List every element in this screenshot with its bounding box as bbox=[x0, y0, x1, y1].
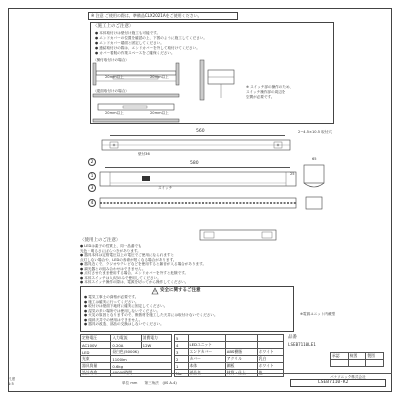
clearance-label: 20mm以上 bbox=[105, 111, 124, 115]
safety-line: ● 電気工事士の資格が必要です。 bbox=[84, 295, 139, 299]
parts-header: No. bbox=[175, 370, 189, 377]
parts-name: エンドカバー bbox=[188, 349, 225, 356]
callout-2: 2 bbox=[88, 158, 96, 166]
usage-note-line: ● 本体スイッチは入/切のみで使用してください。 bbox=[80, 275, 161, 280]
safety-line: ● 傾斜天井での使用はできません。 bbox=[84, 317, 143, 322]
parts-material: アクリル bbox=[225, 356, 257, 363]
parts-color: 乳白 bbox=[257, 356, 283, 363]
callout-1: 1 bbox=[88, 172, 96, 180]
dimension-560: 560 bbox=[196, 129, 205, 134]
spec-label: 設計寿命 bbox=[81, 370, 111, 377]
parts-name: 本体 bbox=[188, 363, 225, 370]
clearance-label: 20mm以上 bbox=[150, 75, 169, 79]
mounting-holes-note: 2−4.5×10.5 取付穴 bbox=[298, 130, 332, 134]
install-notes-heading: 〈施工上のご注意〉 bbox=[93, 24, 134, 29]
dimension-line bbox=[105, 167, 290, 168]
parts-color: ホワイト bbox=[257, 363, 283, 370]
top-view-drawing bbox=[102, 138, 292, 158]
switch-note: スイッチ操作部の周辺を bbox=[246, 90, 286, 94]
safety-heading: 安全に関するご注意 bbox=[160, 288, 201, 293]
warning-icon bbox=[152, 288, 158, 294]
section-view-drawing bbox=[300, 163, 330, 213]
spec-header: 消費電力 bbox=[141, 335, 171, 342]
parts-name: カバー bbox=[188, 356, 225, 363]
usage-note-line: ● 器具近くで、ラジオやテレビなどを使用すると雑音が入る場合があります。 bbox=[80, 262, 207, 266]
parts-no: 2 bbox=[175, 356, 189, 363]
usage-note-line: ● 調光器との組み合わせはできません。 bbox=[80, 266, 146, 271]
parts-header: 色 bbox=[257, 370, 283, 377]
dimension-580: 580 bbox=[190, 161, 199, 166]
dimension-line bbox=[110, 135, 285, 136]
product-code: LSEB7110LE1 bbox=[288, 342, 316, 347]
spec-label: 器具質量 bbox=[81, 363, 111, 370]
drawing-number: LSEB7110-K2 bbox=[318, 380, 349, 385]
usage-note-line: ● 点灯させたまま使用する場合、エンドカバーを外すと危険です。 bbox=[80, 271, 189, 275]
product-name-label: 品番 bbox=[288, 335, 297, 340]
units-projection: 単位 mm 第三角法 (JIS A-4) bbox=[122, 381, 177, 385]
safety-line: ● 取付けは壁面下地材に確実に固定してください。 bbox=[84, 304, 168, 308]
parts-name: LEDユニット bbox=[188, 342, 225, 349]
parts-no: 3 bbox=[175, 349, 189, 356]
callout-4: 4 bbox=[88, 199, 96, 207]
spec-label: LED bbox=[81, 349, 111, 356]
spec-value: 1100lm bbox=[111, 356, 172, 363]
parts-table bbox=[174, 334, 284, 377]
usage-note-line: ● 本体スイッチ操作の際は、電源を切ってから操作してください。 bbox=[80, 280, 189, 284]
install-note-line: ● カバー着脱の作業スペースをご確保ください。 bbox=[95, 51, 175, 55]
scale-value: 1:5 bbox=[8, 382, 14, 386]
pitch-label: 壁付36 bbox=[138, 152, 150, 156]
clearance-label: 20mm以上 bbox=[150, 111, 169, 115]
usage-note-line: ● 器具本体は定格電圧以上の電圧でご使用になられますと bbox=[80, 253, 175, 257]
spec-header: 定格電圧 bbox=[81, 335, 111, 342]
safety-line: ● 施工は確実に行ってください。 bbox=[84, 299, 139, 304]
spec-value: 0.20A bbox=[111, 342, 141, 349]
top-note: ※ 注意 ご使用の際は、準備品CLX2021Aをご使用ください。 bbox=[91, 13, 202, 18]
install-note-line: ● エンドカバーの位置を確認の上、下図のように施工してください。 bbox=[95, 36, 207, 40]
bottom-view-drawing bbox=[100, 196, 300, 212]
usage-note-line: 光色・明るさにばらつきがあります。 bbox=[80, 248, 141, 253]
spec-value: 40000時間 bbox=[111, 370, 172, 377]
approval-table bbox=[330, 352, 384, 367]
switch-note: 空間が必要です。 bbox=[246, 95, 275, 99]
maker-name: パナソニック株式会社 bbox=[330, 375, 366, 379]
install-note-line: ● エンドカバー端面と固定してください。 bbox=[95, 41, 164, 45]
spec-table bbox=[80, 334, 172, 377]
fig-caption-vertical: 〈縦面取付けの場合〉 bbox=[93, 89, 129, 93]
dimension-25: 25 bbox=[290, 172, 295, 176]
parts-no: 1 bbox=[175, 363, 189, 370]
dimension-65: 65 bbox=[312, 157, 317, 161]
parts-no: 4 bbox=[175, 342, 189, 349]
spec-value: 12W bbox=[141, 342, 171, 349]
fig-caption-side: 〈横付取付けの場合〉 bbox=[93, 58, 129, 62]
spec-value: 昼白色(5000K) bbox=[111, 349, 172, 356]
spec-header: 入力電流 bbox=[111, 335, 141, 342]
spec-label: 光束 bbox=[81, 356, 111, 363]
parts-color: ホワイト bbox=[257, 349, 283, 356]
parts-color bbox=[257, 335, 283, 342]
install-note-line: ● 本体取付けは壁付け施工も可能です。 bbox=[95, 31, 161, 35]
usage-note-line: 点灯しない場合や、LEDの寿命が短くなる場合があります。 bbox=[80, 257, 177, 262]
switch-note: ※ スイッチ部の操作のため、 bbox=[246, 85, 293, 89]
parts-material: 鋼板 bbox=[225, 363, 257, 370]
switch-label: スイッチ bbox=[158, 186, 173, 190]
spec-value: AC100V bbox=[81, 342, 111, 349]
footer-rule bbox=[80, 373, 392, 374]
scale-label: 尺度 bbox=[8, 377, 16, 381]
approval-cell: 製図 bbox=[366, 353, 384, 360]
parts-header: 材質・仕上 bbox=[225, 370, 257, 377]
spec-value: 0.6kg bbox=[111, 363, 172, 370]
install-note-line: ● 連結取付けの際は、エンドカバーを外して取付けてください。 bbox=[95, 46, 200, 50]
usage-note-line: ● LEDは素子の性質上、同一品番でも bbox=[80, 244, 142, 248]
parts-material bbox=[225, 342, 257, 349]
approval-cell: 検図 bbox=[348, 353, 366, 360]
parts-name bbox=[188, 335, 225, 342]
callout-3: 3 bbox=[88, 184, 96, 192]
approval-cell: 承認 bbox=[331, 353, 349, 360]
safety-line: ● 器具の改造、部品の交換はしないでください。 bbox=[84, 322, 164, 326]
fig-detail-drawing bbox=[200, 60, 240, 105]
parts-no: 5 bbox=[175, 335, 189, 342]
end-cover-detail bbox=[200, 228, 280, 246]
power-note: ※電源ユニット内蔵型 bbox=[300, 312, 336, 316]
front-view-drawing bbox=[100, 170, 300, 192]
usage-notes-heading: 〈使用上のご注意〉 bbox=[80, 238, 121, 243]
parts-color bbox=[257, 342, 283, 349]
parts-header: 部品名 bbox=[188, 370, 225, 377]
safety-line: ● 火災の原因となりますので、断熱材を施工した天井には取付けないでください。 bbox=[84, 313, 218, 317]
clearance-label: 20mm以上 bbox=[105, 75, 124, 79]
fig-vertical-mount-drawing bbox=[93, 94, 183, 122]
parts-material bbox=[225, 335, 257, 342]
safety-line: ● 湿気の多い場所では使用しないでください。 bbox=[84, 308, 161, 313]
parts-material: ABS樹脂 bbox=[225, 349, 257, 356]
